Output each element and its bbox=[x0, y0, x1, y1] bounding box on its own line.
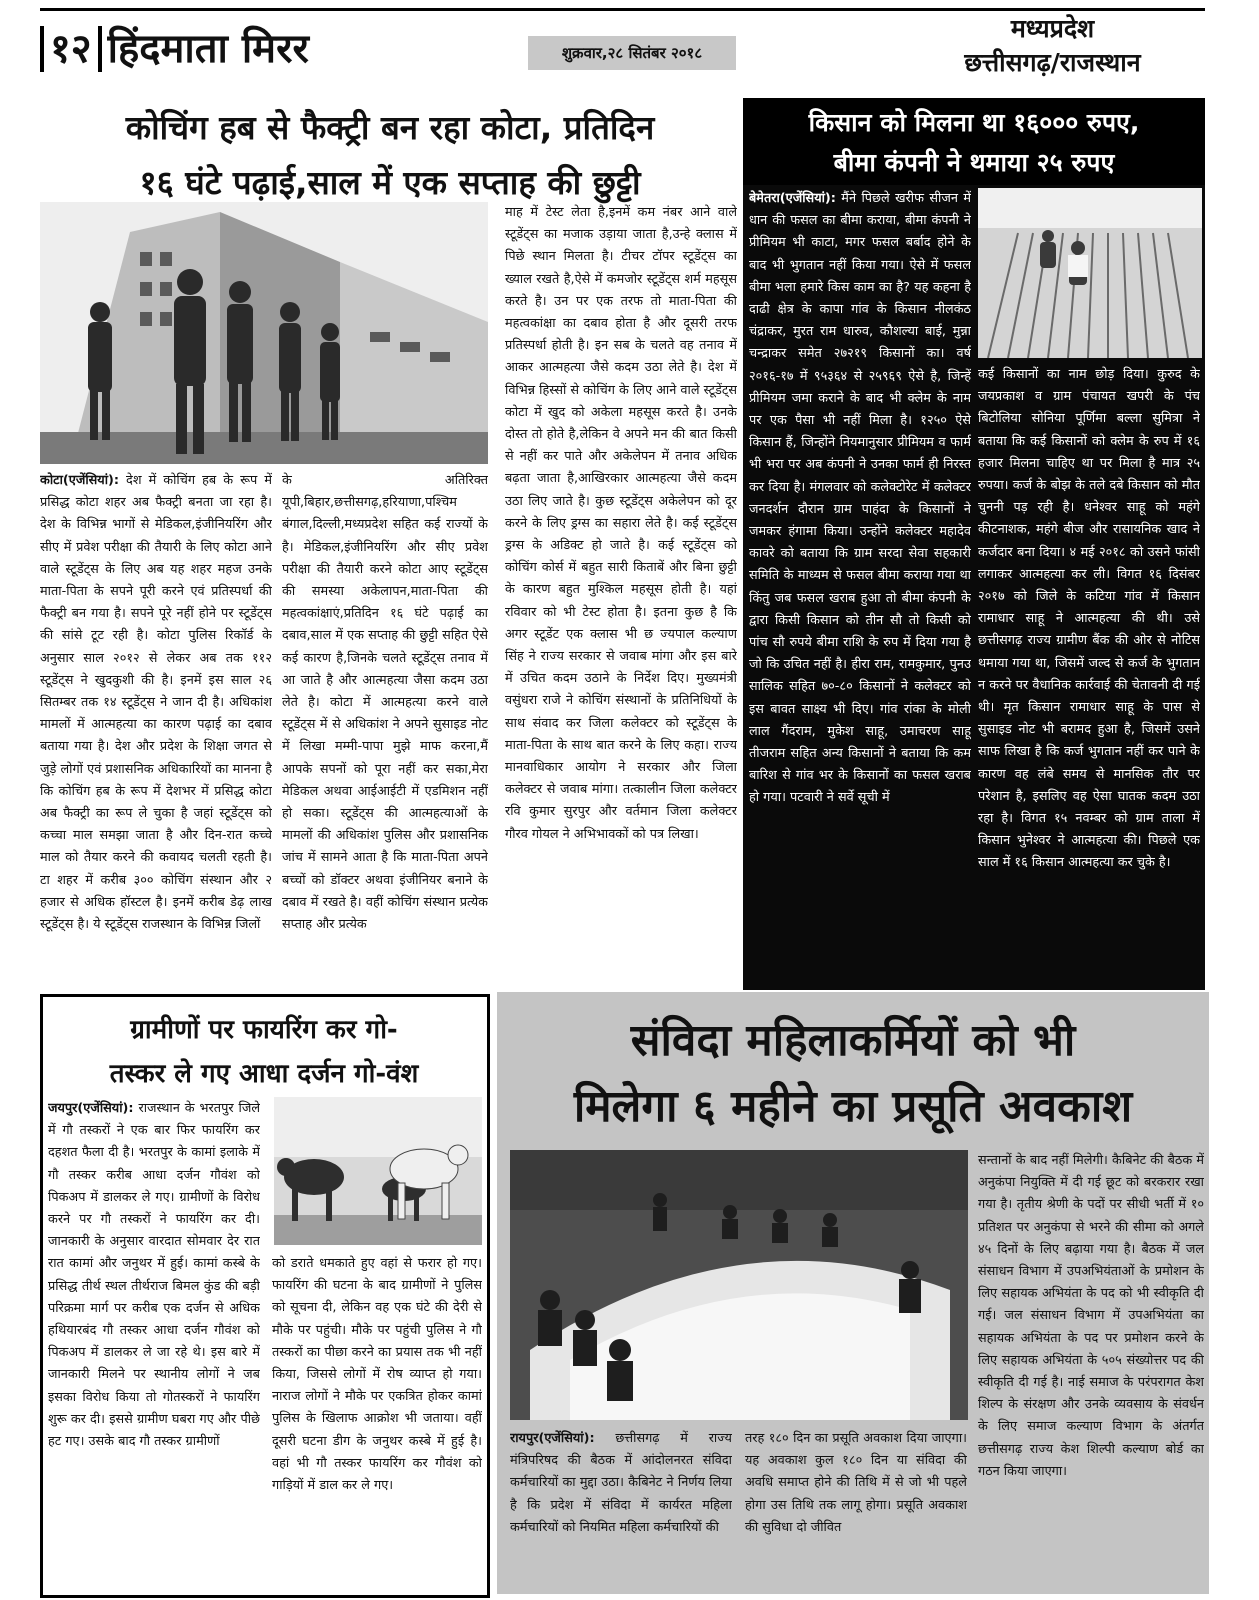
gau-box-left bbox=[40, 994, 43, 1598]
paper-name: हिंदमाता मिरर bbox=[107, 26, 309, 72]
kisan-column-2: कई किसानों का नाम छोड़ दिया। कुरुद के जयप्रकाश व ग्राम पंचायत खपरी के पंच बिटोलिया सोनिया पूर्णिमा बल्ला सुमित्रा ने बताया कि कई किसानों को क्लेम के रुप में १६ हजार मिलना चाहिए था पर मिला है मात्र २५ रुपया। कर्ज के बोझ के तले दबे किसान को मौत चुननी पड़ रही है। धनेश्वर साहू को महंगे कीटनाशक, महंगे बीज और रासायनिक खाद ने कर्जदार बना दिया। ४ मई २०१८ को उसने फांसी लगाकर आत्महत्या कर ली। विगत १६ दिसंबर २०१७ को जिले के कटिया गांव में किसान रामाधार साहू ने आत्महत्या की थी। उसे छत्तीसगढ़ राज्य ग्रामीण बैंक की ओर से नोटिस थमाया गया था, जिसमें जल्द से कर्ज के भुगतान न करने पर वैधानिक कार्रवाई की चेतावनी दी गई थी। मृत किसान रामाधार साहू के पास से सुसाइड नोट भी बरामद हुआ है, जिसमें उसने साफ लिखा है कि कर्ज भुगतान नहीं कर पाने के कारण वह लंबे समय से मानसिक तौर पर परेशान है, इसलिए वह ऐसा घातक कदम उठा रहा है। विगत १५ नवम्बर को ग्राम ताला में किसान भुनेश्वर ने आत्महत्या की। पिछले एक साल में १६ किसान आत्महत्या कर चुके है। bbox=[978, 367, 1200, 871]
gau-photo bbox=[274, 1097, 482, 1245]
kota-headline bbox=[40, 100, 740, 210]
kota-column-1-text: देश में कोचिंग हब के रूप में प्रसिद्ध कोटा शहर अब फैक्ट्री बनता जा रहा है। देश के विभिन्न भागों से मेडिकल,इंजीनियरिंग और सीए में प्रवेश परीक्षा की तैयारी के लिए कोटा आने वाले स्टूडेंट्स के लिए अब यह शहर महज उनके माता-पिता के सपने पूरी करने एवं प्रतिस्पर्धा की फैक्ट्री बन गया है। सपने पूरे नहीं होने पर स्टूडेंट्स की सांसे टूट रही है। कोटा पुलिस रिकॉर्ड के अनुसार साल २०१२ से लेकर अब तक ११२ स्टूडेंट्स ने खुदकुशी की है। इनमें इस साल २६ सितम्बर तक १४ स्टूडेंट्स ने जान दी है। अधिकांश मामलों में आत्महत्या का कारण पढ़ाई का दबाव बताया गया है। देश और प्रदेश के शिक्षा जगत से जुड़े लोगों एवं प्रशासनिक अधिकारियों का मानना है कि कोचिंग हब के रूप में देशभर में प्रसिद्ध कोटा अब फैक्ट्री का रूप ले चुका है जहां स्टूडेंट्स को कच्चा माल समझा जाता है और दिन-रात कच्चे माल को तैयार करने की कवायद चलती रहती है। टा शहर में करीब ३०० कोचिंग संस्थान और २ हजार से अधिक हॉस्टल है। इनमें करीब डेढ़ लाख स्टूडेंट्स है। ये स्टूडेंट्स राजस्थान के विभिन्न जिलों bbox=[40, 473, 272, 933]
samvida-headline-line-2: मिलेगा ६ महीने का प्रसूति अवकाश bbox=[573, 1081, 1133, 1132]
gau-column-2: को डराते धमकाते हुए वहां से फरार हो गए। फायरिंग की घटना के बाद ग्रामीणों ने पुलिस को सूचना दी, लेकिन वह एक घंटे की देरी से मौके पर पहुंची। मौके पर पहुंची पुलिस ने गौ तस्करों का पीछा करने का प्रयास तक भी नहीं किया, जिससे लोगों में रोष व्याप्त हो गया। नाराज लोगों ने मौके पर एकत्रित होकर कामां पुलिस के खिलाफ आक्रोश भी जताया। वहीं दूसरी घटना डीग के जनुथर कस्बे में हुई है। वहां भी गौ तस्कर फायरिंग कर गौवंश को गाड़ियों में डाल कर ले गए। bbox=[272, 1256, 482, 1494]
gau-headline bbox=[48, 1008, 480, 1096]
kisan-column-1 bbox=[749, 188, 971, 978]
kisan-column-1-text: मैंने पिछले खरीफ सीजन में धान की फसल का बीमा कराया, बीमा कंपनी ने प्रीमियम भी काटा, मगर फसल बर्बाद होने के बाद भी भुगतान नहीं किया गया। ऐसे में फसल बीमा भला हमारे किस काम का है? यह कहना है दाढी क्षेत्र के कापा गांव के किसान नीलकंठ चंद्राकर, मुरत राम धारुव, कौशल्या बाई, मुन्ना चन्द्राकर समेत २७२१९ किसानों का। वर्ष २०१६-१७ में ९५३६४ से २५९६९ ऐसे है, जिन्हें प्रीमियम जमा कराने के बाद भी क्लेम के नाम पर एक पैसा भी नहीं मिला है। १२५० ऐसे किसान हैं, जिन्होंने नियमानुसार प्रीमियम व फार्म भी भरा पर अब कंपनी ने उनका फार्म ही निरस्त कर दिया है। मंगलवार को कलेक्टोरेट में कलेक्टर जनदर्शन दौरान ग्राम पाहंदा के किसानों ने जमकर हंगामा किया। उन्होंने कलेक्टर महादेव कावरे को बताया कि ग्राम सरदा सेवा सहकारी समिति के माध्यम से फसल बीमा कराया गया था किंतु जब फसल खराब हुआ तो बीमा कंपनी के द्वारा किसी किसान को तीन सौ तो किसी को पांच सौ रुपये बीमा राशि के रुप में दिया गया है जो कि उचित नहीं है। हीरा राम, रामकुमार, पुनउ सालिक सहित ७०-८० किसानों ने कलेक्टर को इस बावत साक्ष्य भी दिए। गांव रांका के मोली लाल गैंदराम, मुकेश साहू, उमाचरण साहू तीजराम सहित अन्य किसानों ने बताया कि कम बारिश से गांव भर के किसानों का फसल खराब हो गया। पटवारी ने सर्वे सूची में bbox=[749, 191, 971, 806]
gau-dateline: जयपुर(एजेंसियां): bbox=[48, 1101, 134, 1116]
kisan-dateline: बेमेतरा(एजेंसियां): bbox=[749, 191, 836, 206]
region-label bbox=[900, 12, 1205, 80]
gau-box-top bbox=[40, 994, 490, 997]
gau-headline-line-1: ग्रामीणों पर फायरिंग कर गो- bbox=[130, 1015, 398, 1045]
kisan-headline-line-1: किसान को मिलना था १६००० रुपए, bbox=[808, 108, 1140, 137]
page-number: १२ bbox=[50, 26, 102, 72]
kota-headline-line-1: कोचिंग हब से फैक्ट्री बन रहा कोटा, प्रतिदिन bbox=[125, 108, 655, 147]
gau-box-bottom bbox=[40, 1595, 490, 1598]
samvida-column-1-text: छत्तीसगढ़ में राज्य मंत्रिपरिषद की बैठक में आंदोलनरत संविदा कर्मचारियों का मुद्दा उठा। कैबिनेट ने निर्णय लिया है कि प्रदेश में संविदा में कार्यरत महिला कर्मचारियों को नियमित महिला कर्मचारियों की bbox=[510, 1431, 732, 1535]
kisan-headline bbox=[743, 98, 1205, 185]
top-rule bbox=[40, 8, 1205, 11]
samvida-photo bbox=[510, 1150, 968, 1420]
gau-box-right bbox=[487, 994, 490, 1598]
samvida-headline bbox=[497, 1008, 1209, 1140]
gau-column-1 bbox=[48, 1098, 260, 1590]
kota-column-2: के अतिरिक्त यूपी,बिहार,छत्तीसगढ़,हरियाणा,पश्चिम बंगाल,दिल्ली,मध्यप्रदेश सहित कई राज्यों के है। मेडिकल,इंजीनियरिंग और सीए प्रवेश परीक्षा की तैयारी करने कोटा आए स्टूडेंट्स की समस्या अकेलापन,माता-पिता की महत्वकांक्षाएं,प्रतिदिन १६ घंटे पढ़ाई का दबाव,साल में एक सप्ताह की छुट्टी सहित ऐसे कई कारण है,जिनके चलते स्टूडेंट्स तनाव में आ जाते है और आत्महत्या जैसा कदम उठा लेते है। कोटा में आत्महत्या करने वाले स्टूडेंट्स में से अधिकांश ने अपने सुसाइड नोट में लिखा मम्मी-पापा मुझे माफ करना,मैं आपके सपनों को पूरा नहीं कर सका,मेरा मेडिकल अथवा आईआईटी में एडमिशन नहीं हो सका। स्टूडेंट्स की आत्महत्याओं के मामलों की अधिकांश पुलिस और प्रशासनिक जांच में सामने आता है कि माता-पिता अपने बच्चों को डॉक्टर अथवा इंजीनियर बनाने के दबाव में रखते है। वहीं कोचिंग संस्थान प्रत्येक सप्ताह और प्रत्येक bbox=[282, 473, 488, 933]
kota-column-3: माह में टेस्ट लेता है,इनमें कम नंबर आने वाले स्टूडेंट्स का मजाक उड़ाया जाता है,उन्हे क्लास में पिछे स्थान मिलता है। टीचर टॉपर स्टूडेंट्स का ख्याल रखते है,ऐसे में कमजोर स्टूडेंट्स शर्म महसूस करते है। उन पर एक तरफ तो माता-पिता की महत्वकांक्षा का दबाव होता है और दूसरी तरफ प्रतिस्पर्धा होती है। इन सब के चलते वह तनाव में आकर आत्महत्या जैसे कदम उठा लेते है। देश में विभिन्न हिस्सों से कोचिंग के लिए आने वाले स्टूडेंट्स कोटा में खुद को अकेला महसूस करते है। उनके दोस्त तो होते है,लेकिन वे अपने मन की बात किसी से नहीं कर पाते और अकेलेपन में तनाव अधिक बढ़ता जाता है,आखिरकार आत्महत्या जैसे कदम उठा लिए जाते है। कुछ स्टूडेंट्स अकेलेपन को दूर करने के लिए ड्रग्स का सहारा लेते है। कई स्टूडेंट्स ड्रग्स के अडिक्ट हो जाते है। कई स्टूडेंट्स को कोचिंग कोर्स में बहुत सारी किताबें और बिना छुट्टी के कारण बहुत मुश्किल महसूस होती है। यहां रविवार को भी टेस्ट होता है। इतना कुछ है कि अगर स्टूडेंट एक क्लास भी छ ज्यपाल कल्याण सिंह ने राज्य सरकार से जवाब मांगा और इस बारे में उचित कदम उठाने के निर्देश दिए। मुख्यमंत्री वसुंधरा राजे ने कोचिंग संस्थानों के प्रतिनिधियों के साथ संवाद कर जिला कलेक्टर को स्टूडेंट्स के माता-पिता के साथ बात करने के लिए कहा। राज्य मानवाधिकार आयोग ने सरकार और जिला कलेक्टर से जवाब मांगा। तत्कालीन जिला कलेक्टर रवि कुमार सुरपुर और वर्तमान जिला कलेक्टर गौरव गोयल ने अभिभावकों को पत्र लिखा। bbox=[505, 205, 737, 842]
gau-column-1-text: राजस्थान के भरतपुर जिले में गौ तस्करों ने एक बार फिर फायरिंग कर दहशत फैला दी है। भरतपुर के कामां इलाके में गौ तस्कर करीब आधा दर्जन गौवंश को पिकअप में डालकर ले गए। ग्रामीणों के विरोध करने पर गौ तस्करों ने फायरिंग कर दी। जानकारी के अनुसार वारदात सोमवार देर रात रात कामां और जनुथर में हुई। कामां कस्बे के प्रसिद्ध तीर्थ स्थल तीर्थराज बिमल कुंड की बड़ी परिक्रमा मार्ग पर करीब एक दर्जन से अधिक हथियारबंद गौ तस्कर आधा दर्जन गौवंश को पिकअप में डालकर ले जा रहे थे। इस बारे में जानकारी मिलने पर स्थानीय लोगों ने जब इसका विरोध किया तो गोतस्करों ने फायरिंग शुरू कर दी। इससे ग्रामीण घबरा गए और पीछे हट गए। उसके बाद गौ तस्कर ग्रामीणों bbox=[48, 1101, 260, 1450]
samvida-headline-line-1: संविदा महिलाकर्मियों को भी bbox=[630, 1015, 1076, 1066]
kisan-photo bbox=[978, 188, 1202, 358]
kisan-headline-line-2: बीमा कंपनी ने थमाया २५ रुपए bbox=[833, 148, 1115, 177]
samvida-column-3: सन्तानों के बाद नहीं मिलेगी। कैबिनेट की बैठक में अनुकंपा नियुक्ति में दी गई छूट को बरकरार रखा गया है। तृतीय श्रेणी के पदों पर सीधी भर्ती में १० प्रतिशत पर अनुकंपा से भरने की सीमा को अगले ४५ दिनों के लिए बढ़ाया गया है। बैठक में जल संसाधन विभाग में उपअभियंताओं के प्रमोशन के लिए सहायक अभियंता के पद को भी स्वीकृति दी गई। जल संसाधन विभाग में उपअभियंता का सहायक अभियंता के पद पर प्रमोशन करने के लिए सहायक अभियंता के ५०५ संख्योत्तर पद की स्वीकृति दी गई है। नाई समाज के परंपरागत केश शिल्प के संरक्षण और उनके व्यवसाय के संवर्धन के लिए समाज कल्याण विभाग के अंतर्गत छत्तीसगढ़ राज्य केश शिल्पी कल्याण बोर्ड का गठन किया जाएगा। bbox=[978, 1153, 1204, 1479]
region-line-1: मध्यप्रदेश bbox=[1010, 14, 1095, 43]
kota-photo bbox=[40, 202, 488, 464]
masthead bbox=[40, 24, 309, 74]
samvida-column-2: तरह १८० दिन का प्रसूति अवकाश दिया जाएगा। यह अवकाश कुल १८० दिन या संविदा की अवधि समाप्त होने की तिथि में से जो भी पहले होगा उस तिथि तक लागू होगा। प्रसूति अवकाश की सुविधा दो जीवित bbox=[745, 1431, 967, 1535]
kota-column-1 bbox=[40, 470, 272, 990]
samvida-column-1 bbox=[510, 1428, 732, 1592]
region-line-2: छत्तीसगढ़/राजस्थान bbox=[964, 48, 1141, 77]
kota-headline-line-2: १६ घंटे पढ़ाई,साल में एक सप्ताह की छुट्टी bbox=[139, 163, 641, 202]
gau-headline-line-2: तस्कर ले गए आधा दर्जन गो-वंश bbox=[109, 1059, 419, 1089]
kota-dateline: कोटा(एजेंसियां): bbox=[40, 473, 119, 488]
issue-date: शुक्रवार,२८ सितंबर २०१८ bbox=[528, 36, 736, 70]
samvida-dateline: रायपुर(एजेंसियां): bbox=[510, 1431, 595, 1446]
